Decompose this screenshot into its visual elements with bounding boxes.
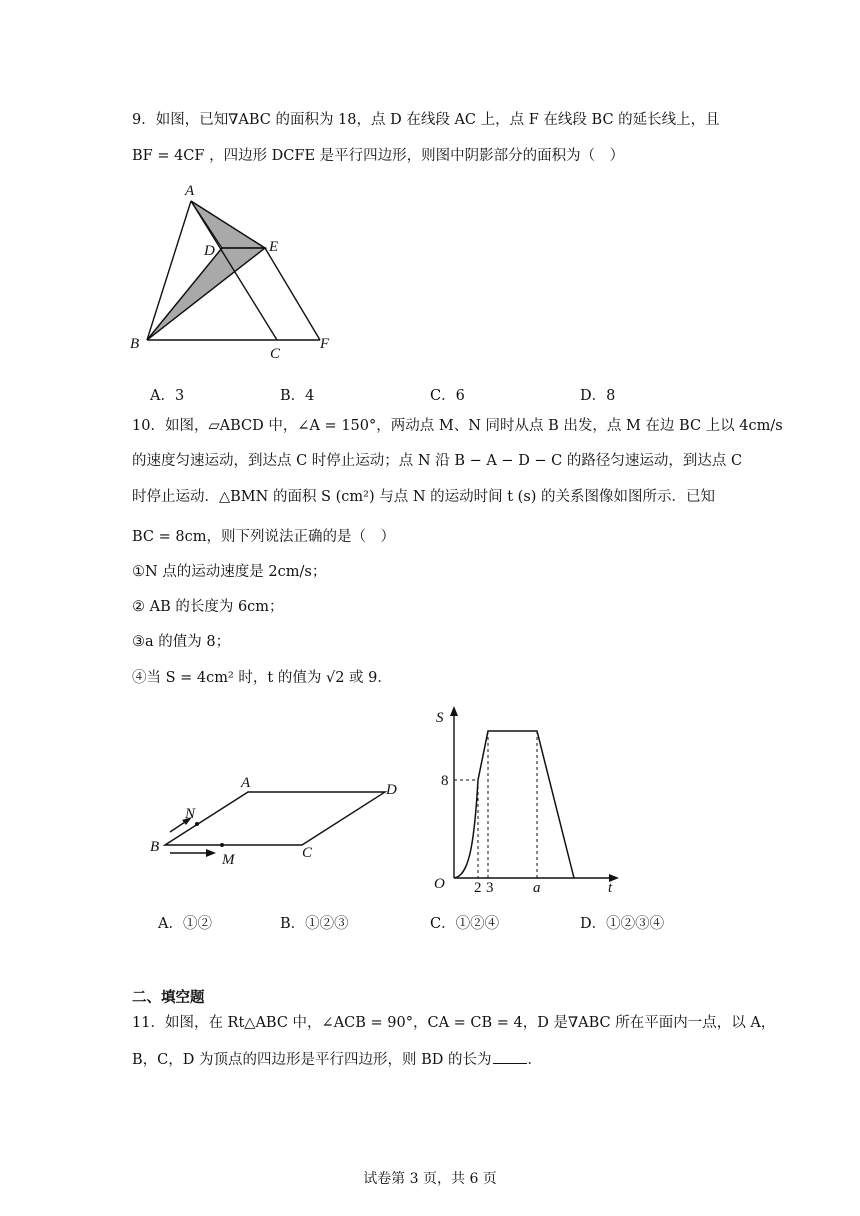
q10-graph-figure	[428, 700, 628, 900]
q10-statement-1: ①N 点的运动速度是 2cm/s；	[132, 564, 327, 580]
label-8: 8	[441, 773, 449, 789]
label-b: B	[150, 839, 160, 855]
q10-text-line4: BC = 8cm，则下列说法正确的是（ ）	[132, 529, 395, 545]
label-t: t	[608, 880, 613, 896]
label-c: C	[302, 845, 313, 861]
label-b: B	[130, 336, 140, 352]
label-m: M	[222, 852, 235, 868]
q11-text-line2	[132, 1050, 542, 1070]
q10-text-line1: 10．如图，▱ABCD 中，∠A = 150°，两动点 M、N 同时从点 B 出发，点 M 在边 BC 上以 4cm/s	[132, 418, 783, 434]
q10-parallelogram-figure	[140, 770, 410, 870]
section-heading: 二、填空题	[132, 990, 205, 1006]
segment-bd	[147, 248, 222, 340]
label-a: A	[185, 183, 195, 199]
graph-curve	[454, 731, 574, 878]
label-e: E	[269, 239, 279, 255]
q10-statement-3: ③a 的值为 8；	[132, 634, 231, 650]
label-a: a	[533, 880, 541, 896]
q11-text-line2-end: ．	[527, 1052, 542, 1068]
point-m	[220, 843, 224, 847]
q9-option-d: D．8	[580, 388, 616, 404]
q10-statement-2: ② AB 的长度为 6cm；	[132, 599, 284, 615]
label-f: F	[320, 336, 330, 352]
label-c: C	[270, 346, 281, 362]
q10-option-d: D．①②③④	[580, 916, 665, 932]
label-d: D	[204, 243, 215, 259]
q9-option-a: A．3	[150, 388, 185, 404]
axis-s-arrow	[450, 706, 458, 716]
q9-option-b: B．4	[280, 388, 315, 404]
parallelogram-abcd	[165, 792, 385, 845]
label-n: N	[185, 806, 196, 822]
q10-text-line3: 时停止运动．△BMN 的面积 S (cm²) 与点 N 的运动时间 t (s) 的关系图像如图所示．已知	[132, 489, 716, 505]
label-s: S	[436, 710, 444, 726]
q10-statement-4: ④当 S = 4cm² 时，t 的值为 √2 或 9．	[132, 670, 392, 686]
label-2: 2	[474, 880, 482, 896]
point-n	[195, 822, 199, 826]
label-3: 3	[486, 880, 494, 896]
q10-text-line2: 的速度匀速运动，到达点 C 时停止运动；点 N 沿 B − A − D − C 的路径匀速运动，到达点 C	[132, 453, 743, 469]
label-d: D	[386, 782, 397, 798]
q9-triangle-figure	[120, 178, 350, 368]
q11-text-line1: 11．如图，在 Rt△ABC 中，∠ACB = 90°，CA = CB = 4，D 是∇ABC 所在平面内一点，以 A，	[132, 1015, 776, 1031]
q10-option-c: C．①②④	[430, 916, 500, 932]
answer-blank[interactable]	[493, 1063, 527, 1064]
segment-be	[147, 248, 265, 340]
page-footer: 试卷第 3 页，共 6 页	[363, 1171, 497, 1187]
q9-text-line1: 9．如图，已知∇ABC 的面积为 18，点 D 在线段 AC 上，点 F 在线段 BC 的延长线上，且	[132, 112, 720, 128]
q11-text-line2-main: B，C，D 为顶点的四边形是平行四边形，则 BD 的长为	[132, 1052, 492, 1068]
label-a: A	[241, 775, 251, 791]
q10-option-b: B．①②③	[280, 916, 349, 932]
q9-text-line2: BF = 4CF ，四边形 DCFE 是平行四边形，则图中阴影部分的面积为（ ）	[132, 148, 625, 164]
q9-option-c: C．6	[430, 388, 465, 404]
arrow-m-head	[206, 849, 216, 857]
label-o: O	[434, 876, 445, 892]
segment-ef	[265, 248, 320, 340]
q10-option-a: A．①②	[158, 916, 212, 932]
